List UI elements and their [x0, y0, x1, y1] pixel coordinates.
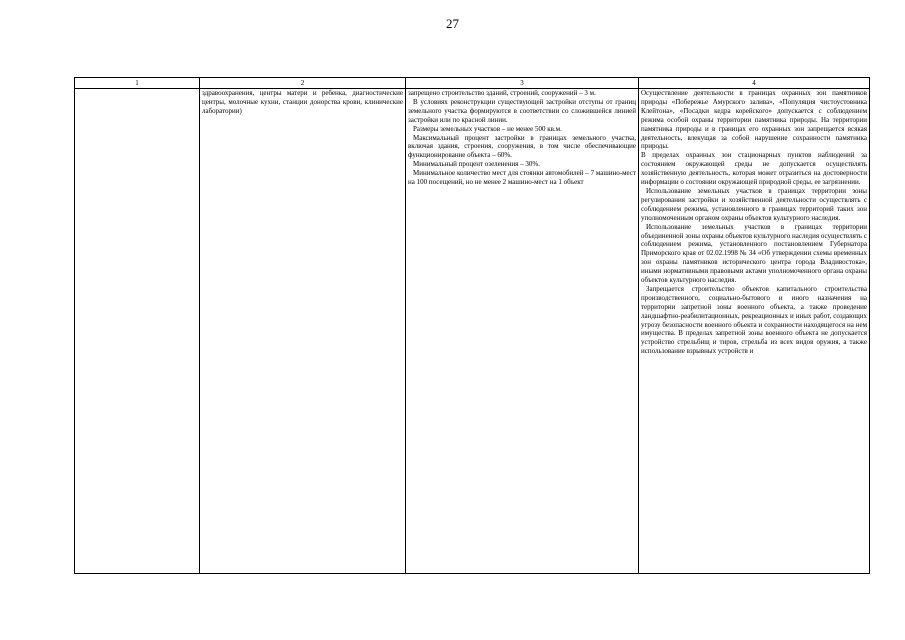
col4-paragraph: Использование земельных участков в границах территории объединенной зоны охраны объектов культурного наследия осуществлять с соблюдением режима, установленного постановлением Губернатора Приморского края от 02.02.1998 № 34 «Об утверждении схемы временных зон охраны памятников исторического центра города Владивостока», иными нормативными правовыми актами уполномоченного органа охраны объектов культурного наследия. — [641, 222, 867, 285]
table-header-row — [75, 78, 870, 89]
col4-paragraph: Использование земельных участков в границах территории зоны регулирования застройки и хозяйственной деятельности осуществлять с соблюдением режима, установленного в границах территорий таких зон уполномоченным органом охраны объектов культурного наследия. — [641, 186, 867, 222]
col3-paragraph: В условиях реконструкции существующей застройки отступы от границ земельного участка формируются в соответствии со сложившейся линией застройки или по красной линии. — [408, 97, 636, 124]
col3-paragraph: Размеры земельных участков – не менее 500 кв.м. — [413, 124, 562, 133]
header-col-4: 4 — [639, 78, 870, 89]
col3-paragraph: запрещено строительство зданий, строений, сооружений – 3 м. — [408, 89, 596, 97]
header-col-1: 1 — [75, 78, 200, 89]
cell-col-1 — [75, 89, 200, 574]
col4-paragraph: Запрещается строительство объектов капитального строительства производственного, социально-бытового и иного назначения на территории запретной зоны военного объекта, а также проведение ландшафтно-реабилитационных, рекреационных и иных работ, создающих угрозу безопасности военного объекта и сохранности находящегося на нем имущества. В пределах запретной зоны военного объекта не допускается устройство стрельбищ и тиров, стрельба из всех видов оружия, а также использование взрывных устройств и — [641, 284, 867, 356]
page-number: 27 — [446, 16, 459, 31]
col3-paragraph: Минимальный процент озеленения – 30%. — [413, 160, 540, 169]
col2-paragraph: здравоохранения, центры матери и ребенка, диагностические центры, молочные кухни, станции донорства крови, клинические лаборатории) — [202, 89, 403, 115]
col4-paragraph: В пределах охранных зон стационарных пунктов наблюдений за состоянием окружающей среды не допускается осуществлять хозяйственную деятельность, которая может отразиться на достоверности информации о состоянии окружающей природной среды, ее загрязнении. — [641, 151, 867, 187]
header-col-3: 3 — [406, 78, 639, 89]
header-col-2: 2 — [200, 78, 406, 89]
regulations-table — [74, 77, 870, 574]
table-row — [75, 89, 870, 574]
col3-paragraph: Максимальный процент застройки в границах земельного участка, включая здания, строения, сооружения, в том числе обеспечивающие функционирование объекта – 60%. — [408, 133, 636, 160]
cell-col-3 — [406, 89, 639, 574]
cell-col-4 — [639, 89, 870, 574]
col3-paragraph: Минимальное количество мест для стоянки автомобилей – 7 машино-мест на 100 посещений, но не менее 2 машино-мест на 1 объект — [408, 169, 636, 187]
cell-col-2 — [200, 89, 406, 574]
col4-paragraph: Осуществление деятельности в границах охранных зон памятников природы «Побережье Амурского залива», «Популяция чистоустовника Клейтона», «Посадки кедра корейского» допускается с соблюдением режима особой охраны территории памятника природы. На территории памятника природы и в границах его охранных зон запрещается всякая деятельность, влекущая за собой нарушение сохранности памятника природы. — [641, 89, 867, 151]
